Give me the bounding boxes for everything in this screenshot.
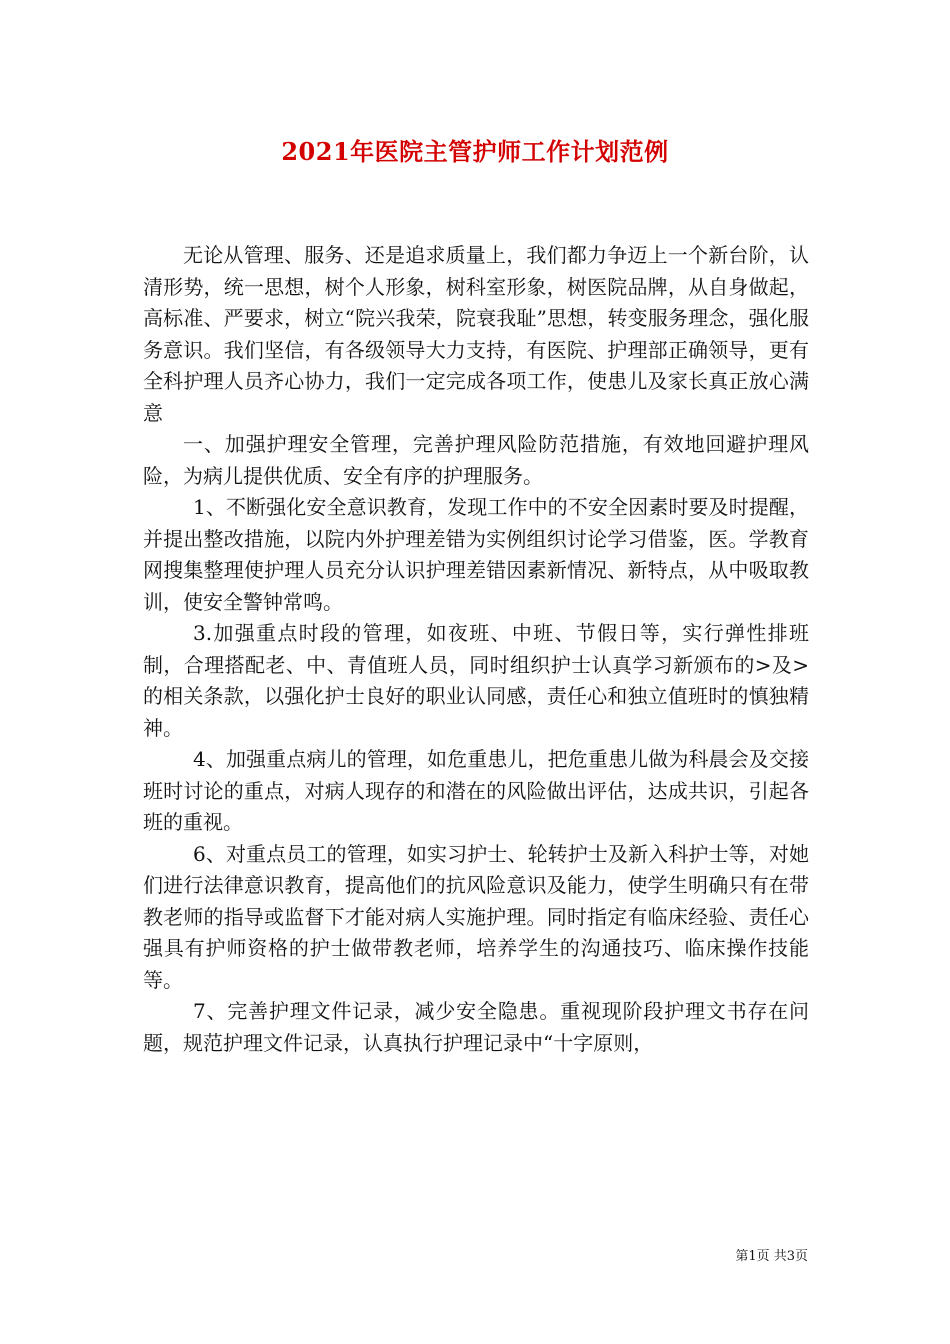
list-item-6: 6、对重点员工的管理，如实习护士、轮转护士及新入科护士等，对她们进行法律意识教育，提高他们的抗风险意识及能力，使学生明确只有在带教老师的指导或监督下才能对病人实施护理。同时指定有临床经验、责任心强具有护师资格的护士做带教老师，培养学生的沟通技巧、临床操作技能等。 [143, 841, 809, 992]
list-item-7: 7、完善护理文件记录，减少安全隐患。重视现阶段护理文书存在问题，规范护理文件记录，认真执行护理记录中“十字原则， [143, 999, 809, 1055]
list-item-3: 3.加强重点时段的管理，如夜班、中班、节假日等，实行弹性排班制，合理搭配老、中、青值班人员，同时组织护士认真学习新颁布的>及>的相关条款，以强化护士良好的职业认同感，责任心和独立值班时的慎独精神。 [143, 621, 809, 740]
document-title: 2021年医院主管护师工作计划范例 [281, 137, 669, 166]
document-body [143, 240, 809, 1059]
list-item-4: 4、加强重点病儿的管理，如危重患儿，把危重患儿做为科晨会及交接班时讨论的重点，对病人现存的和潜在的风险做出评估，达成共识，引起各班的重视。 [143, 747, 809, 834]
page-number: 第1页 共3页 [735, 1249, 808, 1264]
list-item-1: 1、不断强化安全意识教育，发现工作中的不安全因素时要及时提醒，并提出整改措施，以院内外护理差错为实例组织讨论学习借鉴，医。学教育网搜集整理使护理人员充分认识护理差错因素新情况、新特点，从中吸取教训，使安全警钟常鸣。 [143, 495, 809, 614]
section-heading-1: 一、加强护理安全管理，完善护理风险防范措施，有效地回避护理风险，为病儿提供优质、安全有序的护理服务。 [143, 432, 809, 488]
intro-paragraph: 无论从管理、服务、还是追求质量上，我们都力争迈上一个新台阶，认清形势，统一思想，树个人形象，树科室形象，树医院品牌，从自身做起，高标准、严要求，树立“院兴我荣，院衰我耻”思想，转变服务理念，强化服务意识。我们坚信，有各级领导大力支持，有医院、护理部正确领导，更有全科护理人员齐心协力，我们一定完成各项工作，使患儿及家长真正放心满意 [143, 243, 809, 425]
